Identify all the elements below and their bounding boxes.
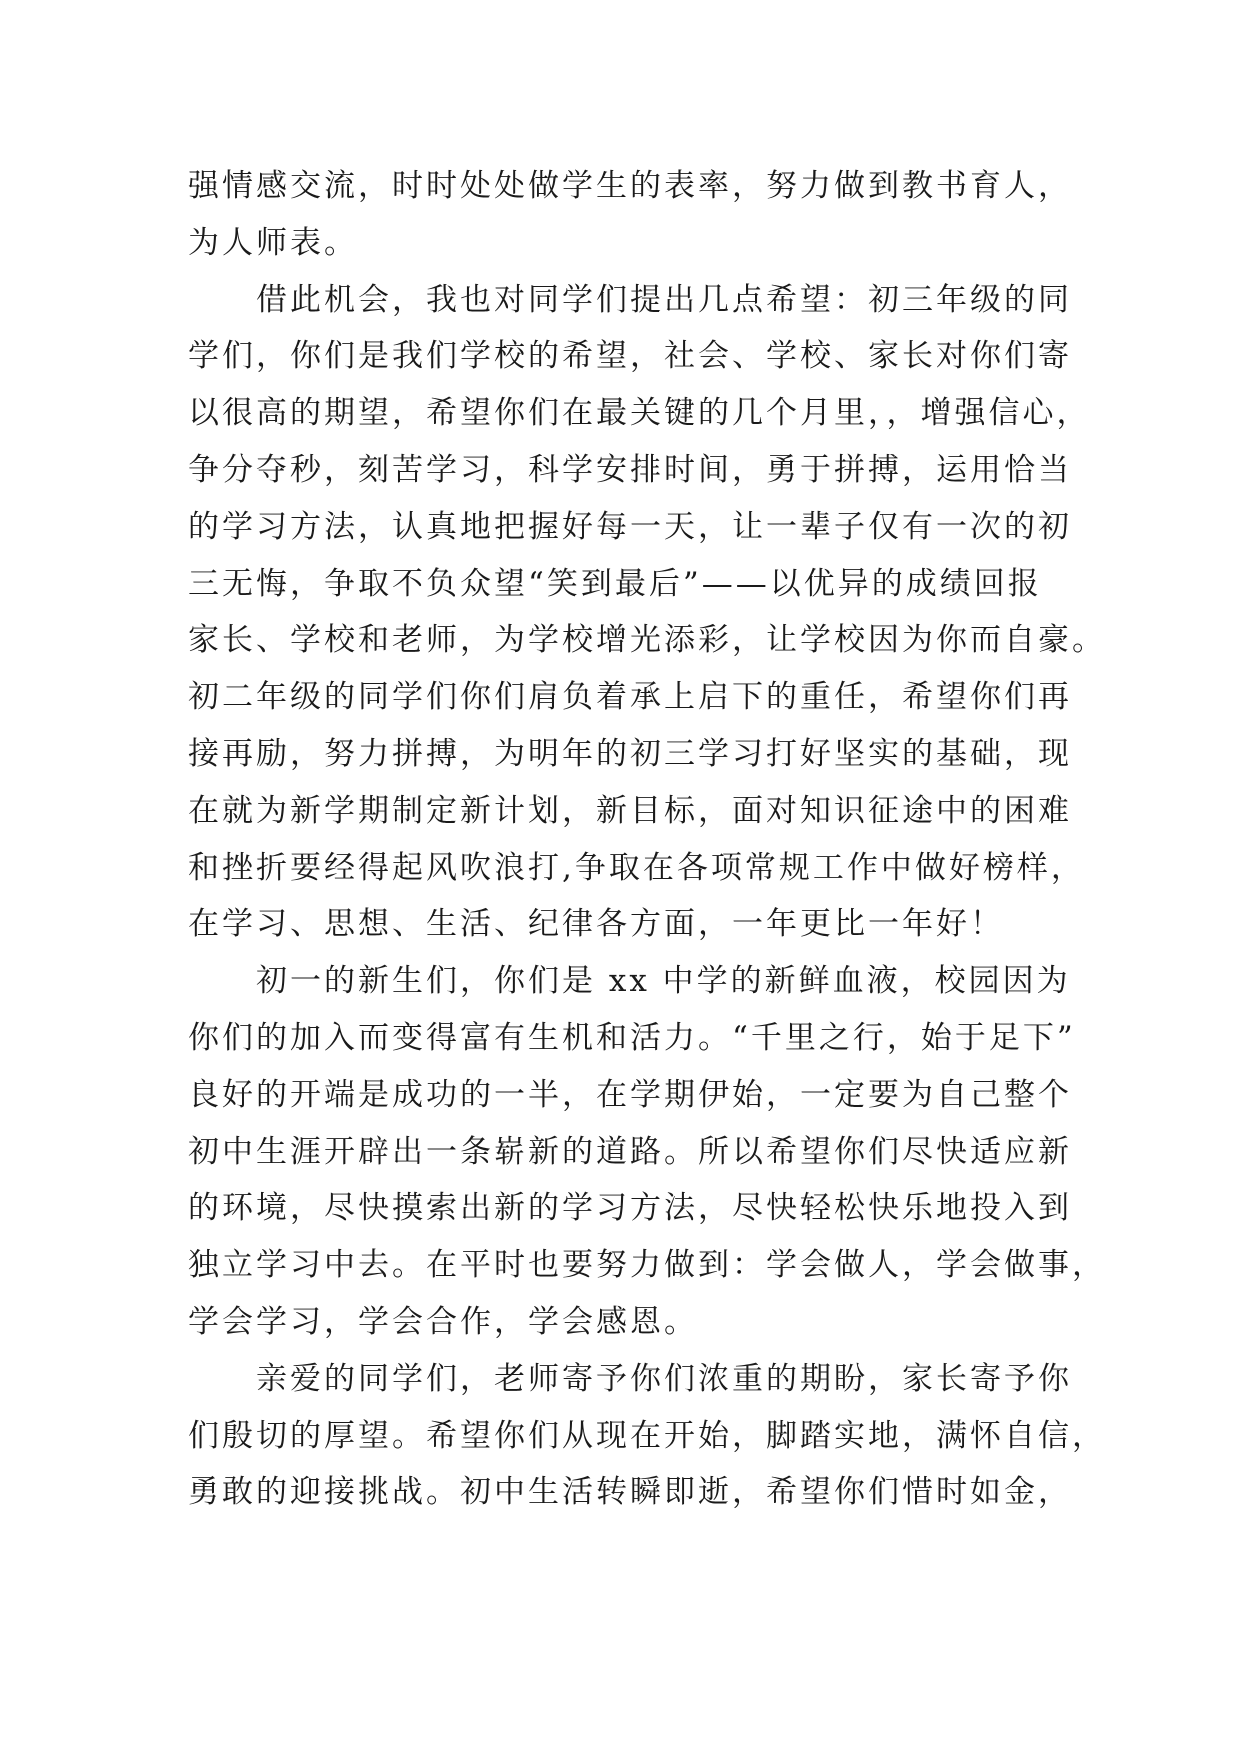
text-line: 三无悔，争取不负众望“笑到最后”——以优异的成绩回报 <box>188 565 1042 602</box>
text-line: 学会学习，学会合作，学会感恩。 <box>188 1303 698 1340</box>
text-line: 接再励，努力拼搏，为明年的初三学习打好坚实的基础，现 <box>188 735 1072 772</box>
text-line: 借此机会，我也对同学们提出几点希望：初三年级的同 <box>188 281 1072 318</box>
text-line: 争分夺秒，刻苦学习，科学安排时间，勇于拼搏，运用恰当 <box>188 451 1072 488</box>
text-line: 良好的开端是成功的一半，在学期伊始，一定要为自己整个 <box>188 1076 1072 1113</box>
text-line: 在就为新学期制定新计划，新目标，面对知识征途中的困难 <box>188 792 1072 829</box>
text-line: 独立学习中去。在平时也要努力做到：学会做人，学会做事， <box>188 1247 1106 1284</box>
text-line: 以很高的期望，希望你们在最关键的几个月里，，增强信心， <box>188 395 1091 432</box>
paragraph <box>188 272 1106 954</box>
text-line: 初一的新生们，你们是 xx 中学的新鲜血液，校园因为 <box>188 963 1071 1000</box>
text-line: 你们的加入而变得富有生机和活力。“千里之行，始于足下” <box>188 1019 1076 1056</box>
paragraph <box>188 953 1106 1351</box>
text-line: 强情感交流，时时处处做学生的表率，努力做到教书育人， <box>188 168 1072 204</box>
paragraph <box>188 158 1072 272</box>
body-text <box>188 158 1106 1521</box>
text-line: 在学习、思想、生活、纪律各方面，一年更比一年好！ <box>188 906 1004 943</box>
text-line: 和挫折要经得起风吹浪打,争取在各项常规工作中做好榜样， <box>188 849 1085 886</box>
text-line: 初中生涯开辟出一条崭新的道路。所以希望你们尽快适应新 <box>188 1133 1072 1170</box>
paragraph <box>188 1351 1106 1521</box>
text-line: 勇敢的迎接挑战。初中生活转瞬即逝，希望你们惜时如金， <box>188 1474 1072 1511</box>
text-line: 的学习方法，认真地把握好每一天，让一辈子仅有一次的初 <box>188 508 1072 545</box>
text-line: 们殷切的厚望。希望你们从现在开始，脚踏实地，满怀自信， <box>188 1417 1106 1454</box>
text-line: 初二年级的同学们你们肩负着承上启下的重任，希望你们再 <box>188 679 1072 716</box>
text-line: 家长、学校和老师，为学校增光添彩，让学校因为你而自豪。 <box>188 622 1106 659</box>
text-line: 学们，你们是我们学校的希望，社会、学校、家长对你们寄 <box>188 338 1072 375</box>
text-line: 的环境，尽快摸索出新的学习方法，尽快轻松快乐地投入到 <box>188 1190 1072 1227</box>
text-line: 亲爱的同学们，老师寄予你们浓重的期盼，家长寄予你 <box>188 1360 1072 1397</box>
text-line: 为人师表。 <box>188 224 358 261</box>
